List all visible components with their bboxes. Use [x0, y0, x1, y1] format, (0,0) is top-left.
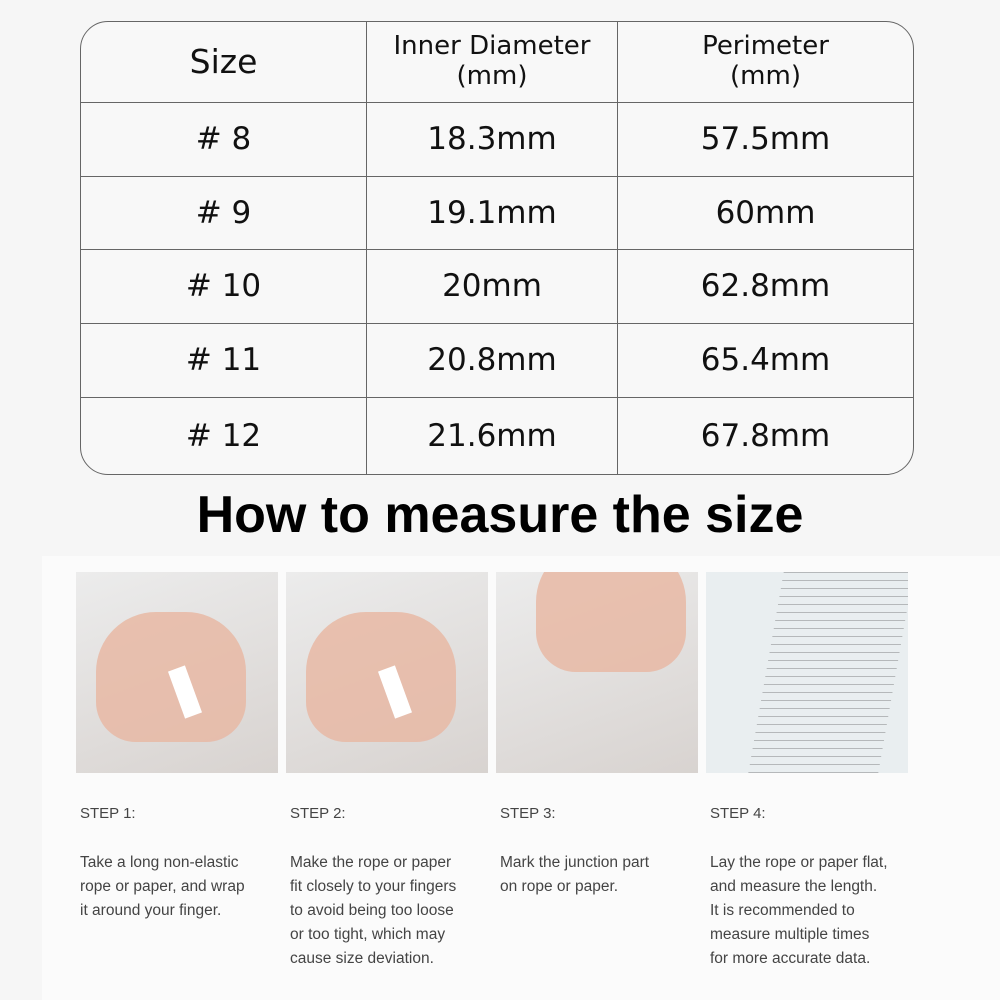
size-cell: # 8: [81, 103, 367, 177]
section-title: How to measure the size: [196, 486, 804, 544]
step-label: STEP 2:: [290, 805, 346, 822]
header-perimeter: Perimeter (mm): [702, 31, 829, 91]
step-1-photo: [76, 572, 278, 773]
step-3-photo: [496, 572, 698, 773]
diameter-cell: 19.1mm: [367, 177, 618, 250]
header-size: Size: [81, 22, 367, 102]
table-row: [81, 249, 913, 324]
step-2-photo: [286, 572, 488, 773]
diameter-cell: 20mm: [367, 250, 618, 324]
step-2: [286, 572, 488, 971]
step-label: STEP 1:: [80, 805, 136, 822]
step-3: [496, 572, 698, 899]
size-cell: # 11: [81, 324, 367, 398]
diameter-cell: 21.6mm: [367, 398, 618, 475]
perimeter-cell: 67.8mm: [700, 417, 831, 454]
step-4: [706, 572, 908, 971]
table-row: [81, 397, 913, 475]
size-cell: # 9: [81, 177, 367, 250]
step-4-ruler-photo: [706, 572, 908, 773]
table-row: [81, 176, 913, 250]
diameter-cell: 18.3mm: [367, 103, 618, 177]
perimeter-cell: 65.4mm: [700, 342, 831, 379]
step-text: Take a long non-elastic rope or paper, and wrap it around your finger.: [80, 854, 245, 919]
table-header: [81, 22, 913, 102]
size-cell: # 10: [81, 250, 367, 324]
size-cell: # 12: [81, 398, 367, 475]
size-table: [80, 21, 914, 475]
perimeter-cell: 60mm: [715, 194, 816, 231]
header-inner-diameter: Inner Diameter (mm): [367, 22, 618, 102]
step-label: STEP 3:: [500, 805, 556, 822]
step-label: STEP 4:: [710, 805, 766, 822]
step-text: Mark the junction part on rope or paper.: [500, 854, 650, 895]
table-row: [81, 323, 913, 398]
perimeter-cell: 57.5mm: [700, 121, 831, 158]
table-row: [81, 102, 913, 177]
perimeter-cell: 62.8mm: [700, 268, 831, 305]
step-text: Lay the rope or paper flat, and measure the length. It is recommended to measure multiple times for more accurate data.: [710, 854, 888, 967]
step-1: [76, 572, 278, 923]
diameter-cell: 20.8mm: [367, 324, 618, 398]
step-text: Make the rope or paper fit closely to your fingers to avoid being too loose or too tight, which may cause size deviation.: [290, 854, 457, 967]
